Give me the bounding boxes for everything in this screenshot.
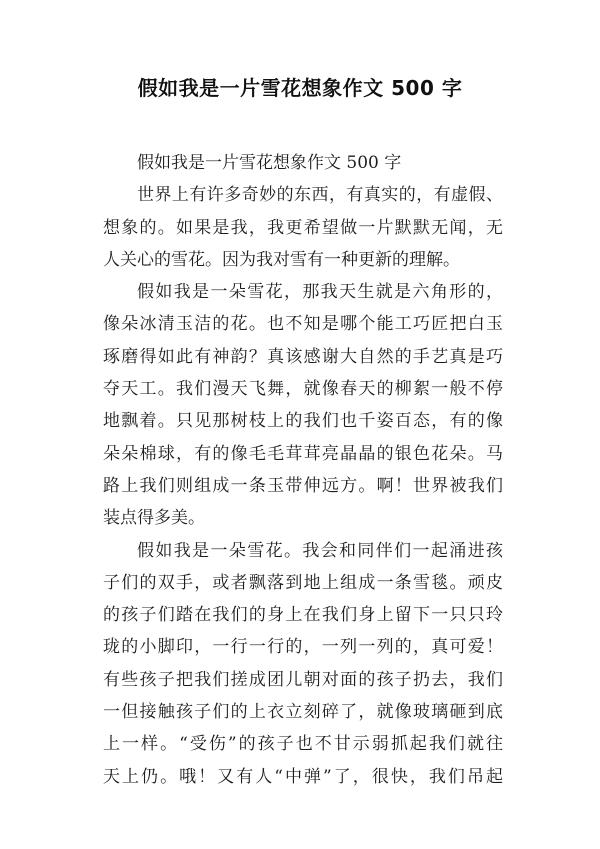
paragraph xyxy=(103,535,503,793)
text-line: 子们的双手，或者飘落到地上组成一条雪毯。顽皮 xyxy=(103,572,503,593)
text-line: 朵朵棉球，有的像毛毛茸茸亮晶晶的银色花朵。马 xyxy=(103,443,503,464)
document-title: 假如我是一片雪花想象作文 500 字 xyxy=(137,76,463,100)
text-line: 夺天工。我们漫天飞舞，就像春天的柳絮一般不停 xyxy=(103,379,503,400)
text-line: 上一样。“受伤”的孩子也不甘示弱抓起我们就往 xyxy=(103,734,503,755)
text-line: 有些孩子把我们搓成团儿朝对面的孩子扔去，我们 xyxy=(103,669,503,690)
paragraph xyxy=(103,179,503,276)
text-line: 假如我是一朵雪花，那我天生就是六角形的， xyxy=(137,282,503,303)
text-line: 的孩子们踏在我们的身上在我们身上留下一只只玲 xyxy=(103,605,503,626)
text-line: 珑的小脚印，一行一行的，一列一列的，真可爱！ xyxy=(103,637,503,658)
text-line: 人关心的雪花。因为我对雪有一种更新的理解。 xyxy=(103,249,460,270)
text-line: 路上我们则组成一条玉带伸远方。啊！世界被我们 xyxy=(103,475,503,496)
paragraph xyxy=(103,276,503,534)
text-line: 假如我是一片雪花想象作文 500 字 xyxy=(137,153,402,173)
paragraph xyxy=(103,147,503,179)
text-line: 天上仍。哦！又有人“中弹”了，很快，我们吊起 xyxy=(103,766,503,787)
text-line: 像朵冰清玉洁的花。也不知是哪个能工巧匠把白玉 xyxy=(103,314,503,335)
text-line: 一但接触孩子们的上衣立刻碎了，就像玻璃砸到底 xyxy=(103,702,503,723)
text-line: 琢磨得如此有神韵？真该感谢大自然的手艺真是巧 xyxy=(103,346,503,367)
text-line: 装点得多美。 xyxy=(103,508,205,529)
text-line: 假如我是一朵雪花。我会和同伴们一起涌进孩 xyxy=(137,540,503,561)
text-line: 世界上有许多奇妙的东西，有真实的，有虚假、 xyxy=(137,185,503,206)
text-line: 地飘着。只见那树枝上的我们也千姿百态，有的像 xyxy=(103,411,503,432)
document-body xyxy=(103,147,503,793)
text-line: 想象的。如果是我，我更希望做一片默默无闻，无 xyxy=(103,217,503,238)
